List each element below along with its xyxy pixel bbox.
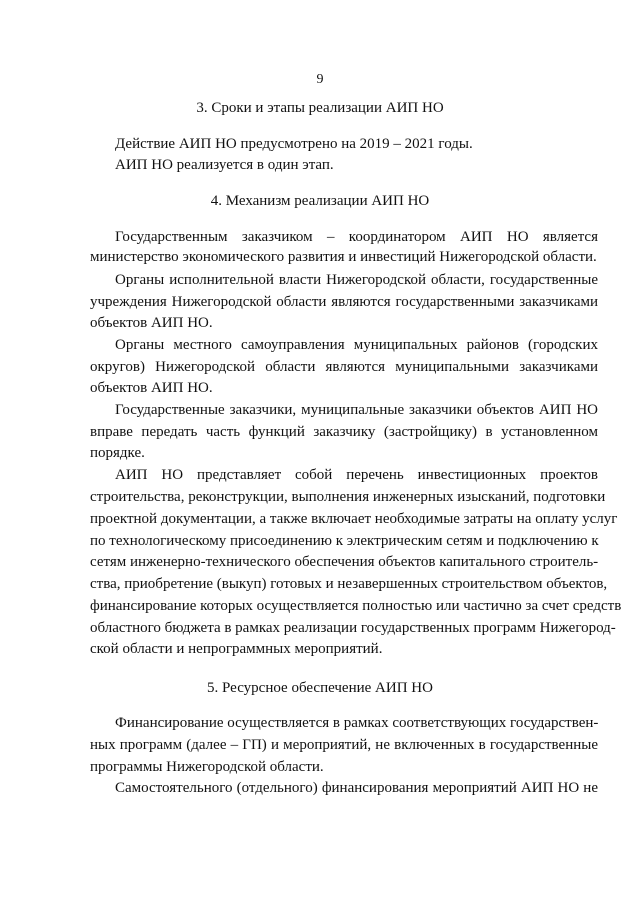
text-line: Органы местного самоуправления муниципальных районов (городских [115, 337, 598, 353]
text-line: учреждения Нижегородской области являются государственными заказчиками [90, 294, 598, 310]
text-line: по технологическому присоединению к электрическим сетям и подключению к [90, 533, 599, 549]
text-line: ской области и непрограммных мероприятий. [90, 641, 383, 657]
text-line: Самостоятельного (отдельного) финансирования мероприятий АИП НО не [115, 780, 598, 796]
text-line: проектной документации, а также включает необходимые затраты на оплату услуг [90, 511, 618, 527]
section-4-heading: 4. Механизм реализации АИП НО [210, 193, 430, 209]
text-line: АИП НО реализуется в один этап. [115, 157, 334, 173]
text-line: Государственным заказчиком – координатором АИП НО является [115, 229, 598, 245]
text-line: строительства, реконструкции, выполнения инженерных изысканий, подготовки [90, 489, 606, 505]
text-line: областного бюджета в рамках реализации государственных программ Нижегород- [90, 620, 616, 636]
text-line: финансирование которых осуществляется полностью или частично за счет средств [90, 598, 622, 614]
text-line: министерство экономического развития и инвестиций Нижегородской области. [90, 249, 597, 265]
text-line: Государственные заказчики, муниципальные заказчики объектов АИП НО [115, 402, 598, 418]
text-line: порядке. [90, 445, 145, 461]
text-line: программы Нижегородской области. [90, 759, 324, 775]
text-line: Органы исполнительной власти Нижегородской области, государственные [115, 272, 598, 288]
text-line: объектов АИП НО. [90, 315, 213, 331]
text-line: Финансирование осуществляется в рамках соответствующих государствен- [115, 715, 599, 731]
text-line: ства, приобретение (выкуп) готовых и незавершенных строительством объектов, [90, 576, 608, 592]
text-line: АИП НО представляет собой перечень инвестиционных проектов [115, 467, 598, 483]
text-line: округов) Нижегородской области являются муниципальными заказчиками [90, 359, 598, 375]
text-line: сетям инженерно-технического обеспечения объектов капитального строитель- [90, 554, 599, 570]
text-line: вправе передать часть функций заказчику (застройщику) в установленном [90, 424, 598, 440]
text-line: объектов АИП НО. [90, 380, 213, 396]
page-number: 9 [316, 72, 324, 87]
section-3-heading: 3. Сроки и этапы реализации АИП НО [196, 100, 444, 116]
text-line: Действие АИП НО предусмотрено на 2019 – 2021 годы. [115, 136, 473, 152]
text-line: ных программ (далее – ГП) и мероприятий, не включенных в государственные [90, 737, 598, 753]
section-5-heading: 5. Ресурсное обеспечение АИП НО [207, 680, 433, 696]
